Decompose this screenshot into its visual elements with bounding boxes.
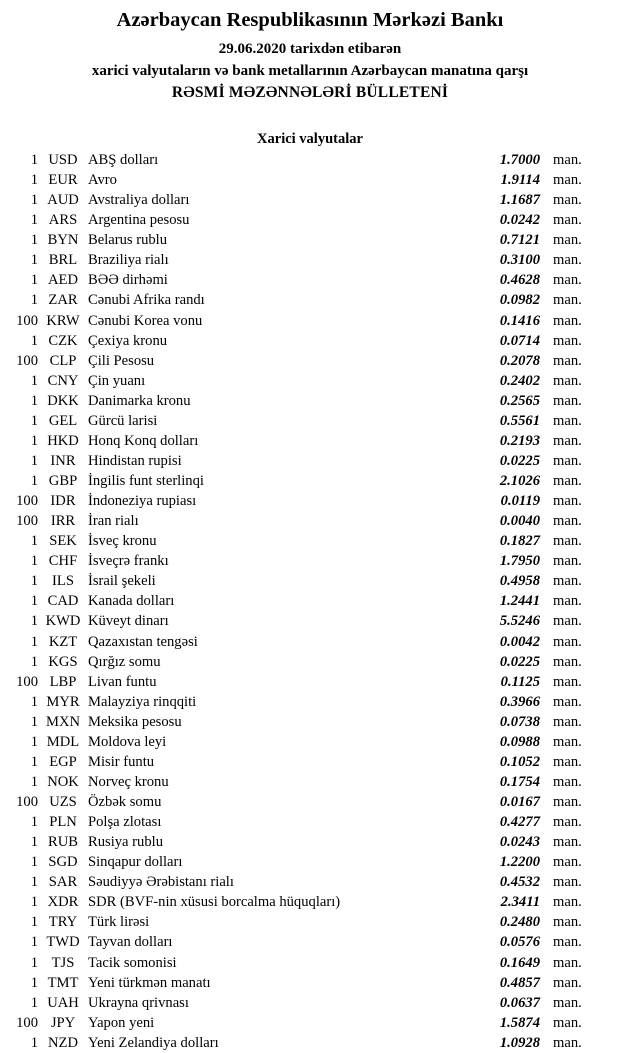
unit-label: man. <box>553 272 582 289</box>
currency-name: Ukrayna qrivnası <box>88 994 189 1011</box>
currency-name: İsrail şekeli <box>88 573 156 590</box>
currency-code: CHF <box>48 553 78 570</box>
currency-name: Malayziya rinqqiti <box>88 693 197 710</box>
rate-value: 0.0225 <box>499 452 540 469</box>
rate-value: 0.0119 <box>500 493 540 510</box>
unit-label: man. <box>553 673 582 690</box>
rate-row <box>0 752 620 772</box>
currency-code: CLP <box>49 352 77 369</box>
currency-code: CZK <box>48 332 78 349</box>
unit-label: man. <box>553 934 582 951</box>
rate-value: 1.7000 <box>499 152 540 168</box>
unit-label: man. <box>553 412 582 429</box>
rate-value: 0.0988 <box>499 733 540 750</box>
rate-row <box>0 792 620 812</box>
rate-value: 0.0637 <box>499 994 540 1011</box>
currency-code: IRR <box>50 513 76 530</box>
currency-name: Yapon yeni <box>88 1014 155 1031</box>
currency-code: EGP <box>49 753 77 770</box>
unit-label: man. <box>553 252 582 269</box>
rate-quantity: 1 <box>30 272 38 289</box>
rate-value: 0.1827 <box>499 533 540 550</box>
rate-row <box>0 993 620 1013</box>
rate-quantity: 1 <box>30 533 38 550</box>
rate-row <box>0 391 620 411</box>
rate-row <box>0 872 620 892</box>
currency-name: Küveyt dinarı <box>88 613 169 630</box>
unit-label: man. <box>553 854 582 871</box>
rate-row <box>0 611 620 631</box>
rate-quantity: 1 <box>30 152 38 168</box>
rate-quantity: 100 <box>16 352 38 369</box>
rate-row <box>0 551 620 571</box>
currency-code: DKK <box>47 392 79 409</box>
currency-name: Cənubi Korea vonu <box>88 312 203 329</box>
currency-code: NOK <box>47 773 79 790</box>
currency-code: INR <box>50 452 76 469</box>
currency-code: ZAR <box>48 292 78 309</box>
rate-quantity: 100 <box>16 312 38 329</box>
rate-quantity: 100 <box>16 794 38 810</box>
currency-code: SAR <box>48 874 78 891</box>
currency-code: SEK <box>49 533 77 550</box>
unit-label: man. <box>553 212 582 229</box>
rate-value: 0.1649 <box>499 954 540 971</box>
currency-code: HKD <box>47 432 79 449</box>
currency-code: KZT <box>48 633 78 650</box>
rate-quantity: 1 <box>30 814 38 831</box>
rate-quantity: 100 <box>16 513 38 530</box>
unit-label: man. <box>553 513 582 530</box>
rate-row <box>0 451 620 471</box>
rate-quantity: 100 <box>16 493 38 510</box>
rate-row <box>0 892 620 912</box>
rate-value: 0.4277 <box>499 814 540 831</box>
currency-name: Gürcü larisi <box>88 412 158 429</box>
currency-name: Çexiya kronu <box>88 332 168 349</box>
rate-value: 1.0928 <box>499 1034 540 1051</box>
rate-value: 0.2565 <box>499 392 540 409</box>
currency-name: Belarus rublu <box>88 232 168 249</box>
rate-quantity: 1 <box>30 292 38 309</box>
currency-code: KWD <box>45 613 81 630</box>
rate-quantity: 1 <box>30 613 38 630</box>
rate-value: 0.5561 <box>499 412 540 429</box>
currency-code: KGS <box>48 653 78 670</box>
currency-code: PLN <box>49 814 77 831</box>
currency-code: CNY <box>47 372 79 389</box>
rate-value: 1.1687 <box>499 192 540 209</box>
currency-name: Livan funtu <box>88 673 157 690</box>
rate-row <box>0 230 620 250</box>
rate-quantity: 1 <box>30 854 38 871</box>
currency-code: RUB <box>47 834 78 851</box>
currency-name: İngilis funt sterlinqi <box>88 473 204 489</box>
rate-quantity: 1 <box>30 954 38 971</box>
unit-label: man. <box>553 332 582 349</box>
rate-quantity: 1 <box>30 974 38 991</box>
rate-row <box>0 531 620 551</box>
rate-quantity: 1 <box>30 633 38 650</box>
currency-name: Misir funtu <box>88 753 155 770</box>
currency-name: Polşa zlotası <box>88 814 162 831</box>
rate-quantity: 1 <box>30 894 38 911</box>
rate-quantity: 1 <box>30 773 38 790</box>
rate-row <box>0 371 620 391</box>
rate-value: 0.2480 <box>499 914 540 931</box>
unit-label: man. <box>553 974 582 991</box>
currency-code: LBP <box>49 673 77 690</box>
rate-row <box>0 290 620 310</box>
rate-row <box>0 210 620 230</box>
unit-label: man. <box>553 452 582 469</box>
rate-row <box>0 150 620 170</box>
currency-code: UAH <box>47 994 79 1011</box>
currency-name: Rusiya rublu <box>88 834 163 851</box>
rate-quantity: 1 <box>30 432 38 449</box>
currency-name: Çili Pesosu <box>88 352 155 369</box>
rate-row <box>0 1013 620 1033</box>
rate-value: 0.4628 <box>499 272 540 289</box>
currency-name: Türk lirəsi <box>88 914 150 931</box>
currency-name: Danimarka kronu <box>88 392 191 409</box>
unit-label: man. <box>553 493 582 510</box>
currency-code: KRW <box>46 312 80 329</box>
rate-value: 0.0982 <box>499 292 540 309</box>
currency-code: BYN <box>47 232 79 249</box>
rate-value: 5.5246 <box>499 613 540 630</box>
currency-name: Çin yuanı <box>88 372 146 389</box>
unit-label: man. <box>553 874 582 891</box>
unit-label: man. <box>553 753 582 770</box>
rate-value: 1.2200 <box>499 854 540 871</box>
currency-name: Tayvan dolları <box>88 934 173 951</box>
currency-name: Argentina pesosu <box>88 212 190 229</box>
currency-name: Cənubi Afrika randı <box>88 292 205 309</box>
rate-row <box>0 250 620 270</box>
currency-code: XDR <box>47 894 79 911</box>
currency-name: Norveç kronu <box>88 773 169 790</box>
unit-label: man. <box>553 914 582 931</box>
currency-name: Tacik somonisi <box>88 954 177 971</box>
currency-name: SDR (BVF-nin xüsusi borcalma hüquqları) <box>88 894 341 911</box>
rate-quantity: 1 <box>30 212 38 229</box>
currency-name: BƏƏ dirhəmi <box>88 272 168 289</box>
rate-row <box>0 431 620 451</box>
rate-quantity: 1 <box>30 1034 38 1051</box>
rate-quantity: 100 <box>16 673 38 690</box>
rate-row <box>0 591 620 611</box>
currency-name: Özbək somu <box>88 794 162 810</box>
rate-value: 1.2441 <box>499 593 540 610</box>
unit-label: man. <box>553 432 582 449</box>
rate-row <box>0 672 620 692</box>
rate-value: 0.0243 <box>499 834 540 851</box>
unit-label: man. <box>553 312 582 329</box>
currency-code: JPY <box>50 1014 76 1031</box>
currency-code: ILS <box>52 573 74 590</box>
unit-label: man. <box>553 894 582 911</box>
rate-value: 0.1052 <box>499 753 540 770</box>
rate-value: 0.0225 <box>499 653 540 670</box>
rate-row <box>0 852 620 872</box>
rate-row <box>0 351 620 371</box>
currency-name: İsveç kronu <box>88 533 157 550</box>
rate-quantity: 1 <box>30 192 38 209</box>
unit-label: man. <box>553 814 582 831</box>
rate-value: 0.1754 <box>499 773 540 790</box>
unit-label: man. <box>553 613 582 630</box>
unit-label: man. <box>553 834 582 851</box>
currency-name: Yeni Zelandiya dolları <box>88 1034 219 1051</box>
rate-quantity: 1 <box>30 553 38 570</box>
section-title-foreign-currencies: Xarici valyutalar <box>257 131 363 147</box>
rate-row <box>0 832 620 852</box>
currency-code: TJS <box>51 954 75 971</box>
currency-code: ARS <box>48 212 78 229</box>
rate-value: 1.9114 <box>500 172 540 189</box>
rate-value: 0.0576 <box>499 934 540 951</box>
currency-code: GEL <box>48 412 78 429</box>
rate-quantity: 1 <box>30 232 38 249</box>
currency-code: SGD <box>48 854 78 871</box>
unit-label: man. <box>553 172 582 189</box>
rate-quantity: 1 <box>30 452 38 469</box>
rate-row <box>0 772 620 792</box>
rate-quantity: 1 <box>30 713 38 730</box>
currency-name: Səudiyyə Ərəbistanı rialı <box>88 874 234 891</box>
rate-quantity: 1 <box>30 412 38 429</box>
rate-row <box>0 190 620 210</box>
rate-value: 0.4958 <box>499 573 540 590</box>
currency-name: Sinqapur dolları <box>88 854 183 871</box>
rate-row <box>0 652 620 672</box>
unit-label: man. <box>553 553 582 570</box>
unit-label: man. <box>553 954 582 971</box>
rate-row <box>0 912 620 932</box>
rate-quantity: 1 <box>30 332 38 349</box>
unit-label: man. <box>553 192 582 209</box>
unit-label: man. <box>553 533 582 550</box>
currency-code: BRL <box>48 252 78 269</box>
rate-value: 1.7950 <box>499 553 540 570</box>
currency-name: Honq Konq dolları <box>88 432 199 449</box>
rate-quantity: 100 <box>16 1014 38 1031</box>
bank-name-title: Azərbaycan Respublikasının Mərkəzi Bankı <box>116 9 504 31</box>
unit-label: man. <box>553 653 582 670</box>
rate-quantity: 1 <box>30 994 38 1011</box>
rate-row <box>0 270 620 290</box>
rate-quantity: 1 <box>30 693 38 710</box>
unit-label: man. <box>553 773 582 790</box>
rate-quantity: 1 <box>30 653 38 670</box>
rate-row <box>0 1033 620 1053</box>
rate-value: 0.3100 <box>499 252 540 269</box>
unit-label: man. <box>553 152 582 168</box>
rate-value: 0.0738 <box>499 713 540 730</box>
subject-line: xarici valyutaların və bank metallarının Azərbaycan manatına qarşı <box>91 63 529 79</box>
rate-value: 0.0242 <box>499 212 540 229</box>
document-header <box>0 6 620 104</box>
currency-name: İran rialı <box>88 513 139 530</box>
rate-value: 0.2402 <box>499 372 540 389</box>
rate-value: 0.2078 <box>499 352 540 369</box>
unit-label: man. <box>553 473 582 489</box>
rate-value: 0.0167 <box>499 794 540 810</box>
currency-code: UZS <box>49 794 77 810</box>
currency-name: Qazaxıstan tengəsi <box>88 633 198 650</box>
currency-code: GBP <box>48 473 78 489</box>
rate-row <box>0 571 620 591</box>
rate-quantity: 1 <box>30 372 38 389</box>
rate-value: 0.0042 <box>499 633 540 650</box>
rate-row <box>0 712 620 732</box>
currency-code: IDR <box>50 493 76 510</box>
unit-label: man. <box>553 733 582 750</box>
currency-name: İsveçrə frankı <box>88 553 169 570</box>
rate-quantity: 1 <box>30 834 38 851</box>
currency-name: Avro <box>88 172 117 189</box>
rate-row <box>0 170 620 190</box>
currency-code: TRY <box>48 914 78 931</box>
rates-table <box>0 150 620 1053</box>
currency-code: MYR <box>46 693 80 710</box>
currency-code: MXN <box>45 713 81 730</box>
unit-label: man. <box>553 1014 582 1031</box>
rate-row <box>0 311 620 331</box>
rate-quantity: 1 <box>30 914 38 931</box>
unit-label: man. <box>553 1034 582 1051</box>
currency-name: Hindistan rupisi <box>88 452 182 469</box>
currency-name: Moldova leyi <box>88 733 167 750</box>
currency-code: AED <box>48 272 78 289</box>
currency-name: Braziliya rialı <box>88 252 169 269</box>
rate-quantity: 1 <box>30 874 38 891</box>
unit-label: man. <box>553 713 582 730</box>
unit-label: man. <box>553 352 582 369</box>
currency-code: TMT <box>47 974 79 991</box>
rate-quantity: 1 <box>30 934 38 951</box>
unit-label: man. <box>553 794 582 810</box>
rate-value: 0.3966 <box>499 693 540 710</box>
unit-label: man. <box>553 392 582 409</box>
rate-row <box>0 932 620 952</box>
rate-value: 0.4532 <box>499 874 540 891</box>
currency-code: NZD <box>48 1034 78 1051</box>
rate-quantity: 1 <box>30 593 38 610</box>
currency-code: CAD <box>47 593 79 610</box>
rate-row <box>0 692 620 712</box>
rate-quantity: 1 <box>30 252 38 269</box>
currency-name: Avstraliya dolları <box>88 192 190 209</box>
rate-quantity: 1 <box>30 753 38 770</box>
rate-row <box>0 812 620 832</box>
rate-quantity: 1 <box>30 473 38 489</box>
rate-value: 0.1125 <box>500 673 540 690</box>
currency-code: USD <box>48 152 78 168</box>
currency-name: ABŞ dolları <box>88 152 159 168</box>
currency-name: Yeni türkmən manatı <box>88 974 211 991</box>
unit-label: man. <box>553 292 582 309</box>
currency-name: Kanada dolları <box>88 593 175 610</box>
rate-value: 0.7121 <box>499 232 540 249</box>
currency-code: TWD <box>46 934 80 951</box>
rate-row <box>0 491 620 511</box>
unit-label: man. <box>553 994 582 1011</box>
unit-label: man. <box>553 633 582 650</box>
currency-code: EUR <box>48 172 78 189</box>
rate-row <box>0 511 620 531</box>
rate-value: 0.2193 <box>499 432 540 449</box>
rate-quantity: 1 <box>30 392 38 409</box>
rate-row <box>0 732 620 752</box>
rate-value: 2.3411 <box>500 894 540 911</box>
rate-value: 2.1026 <box>499 473 540 489</box>
currency-code: MDL <box>46 733 80 750</box>
unit-label: man. <box>553 693 582 710</box>
currency-name: Meksika pesosu <box>88 713 182 730</box>
rate-value: 1.5874 <box>499 1014 540 1031</box>
rate-value: 0.0040 <box>499 513 540 530</box>
unit-label: man. <box>553 573 582 590</box>
currency-name: Qırğız somu <box>88 653 161 670</box>
currency-code: AUD <box>47 192 79 209</box>
unit-label: man. <box>553 593 582 610</box>
rate-row <box>0 471 620 491</box>
rate-quantity: 1 <box>30 573 38 590</box>
rate-row <box>0 331 620 351</box>
rate-row <box>0 632 620 652</box>
currency-name: İndoneziya rupiası <box>88 493 197 510</box>
rate-row <box>0 953 620 973</box>
bulletin-title: RƏSMİ MƏZƏNNƏLƏRİ BÜLLETENİ <box>171 84 449 101</box>
rate-quantity: 1 <box>30 172 38 189</box>
rate-value: 0.0714 <box>499 332 540 349</box>
rate-quantity: 1 <box>30 733 38 750</box>
unit-label: man. <box>553 232 582 249</box>
effective-date-line: 29.06.2020 tarixdən etibarən <box>218 41 402 57</box>
rate-value: 0.1416 <box>499 312 540 329</box>
unit-label: man. <box>553 372 582 389</box>
rate-row <box>0 973 620 993</box>
rate-row <box>0 411 620 431</box>
rate-value: 0.4857 <box>499 974 540 991</box>
